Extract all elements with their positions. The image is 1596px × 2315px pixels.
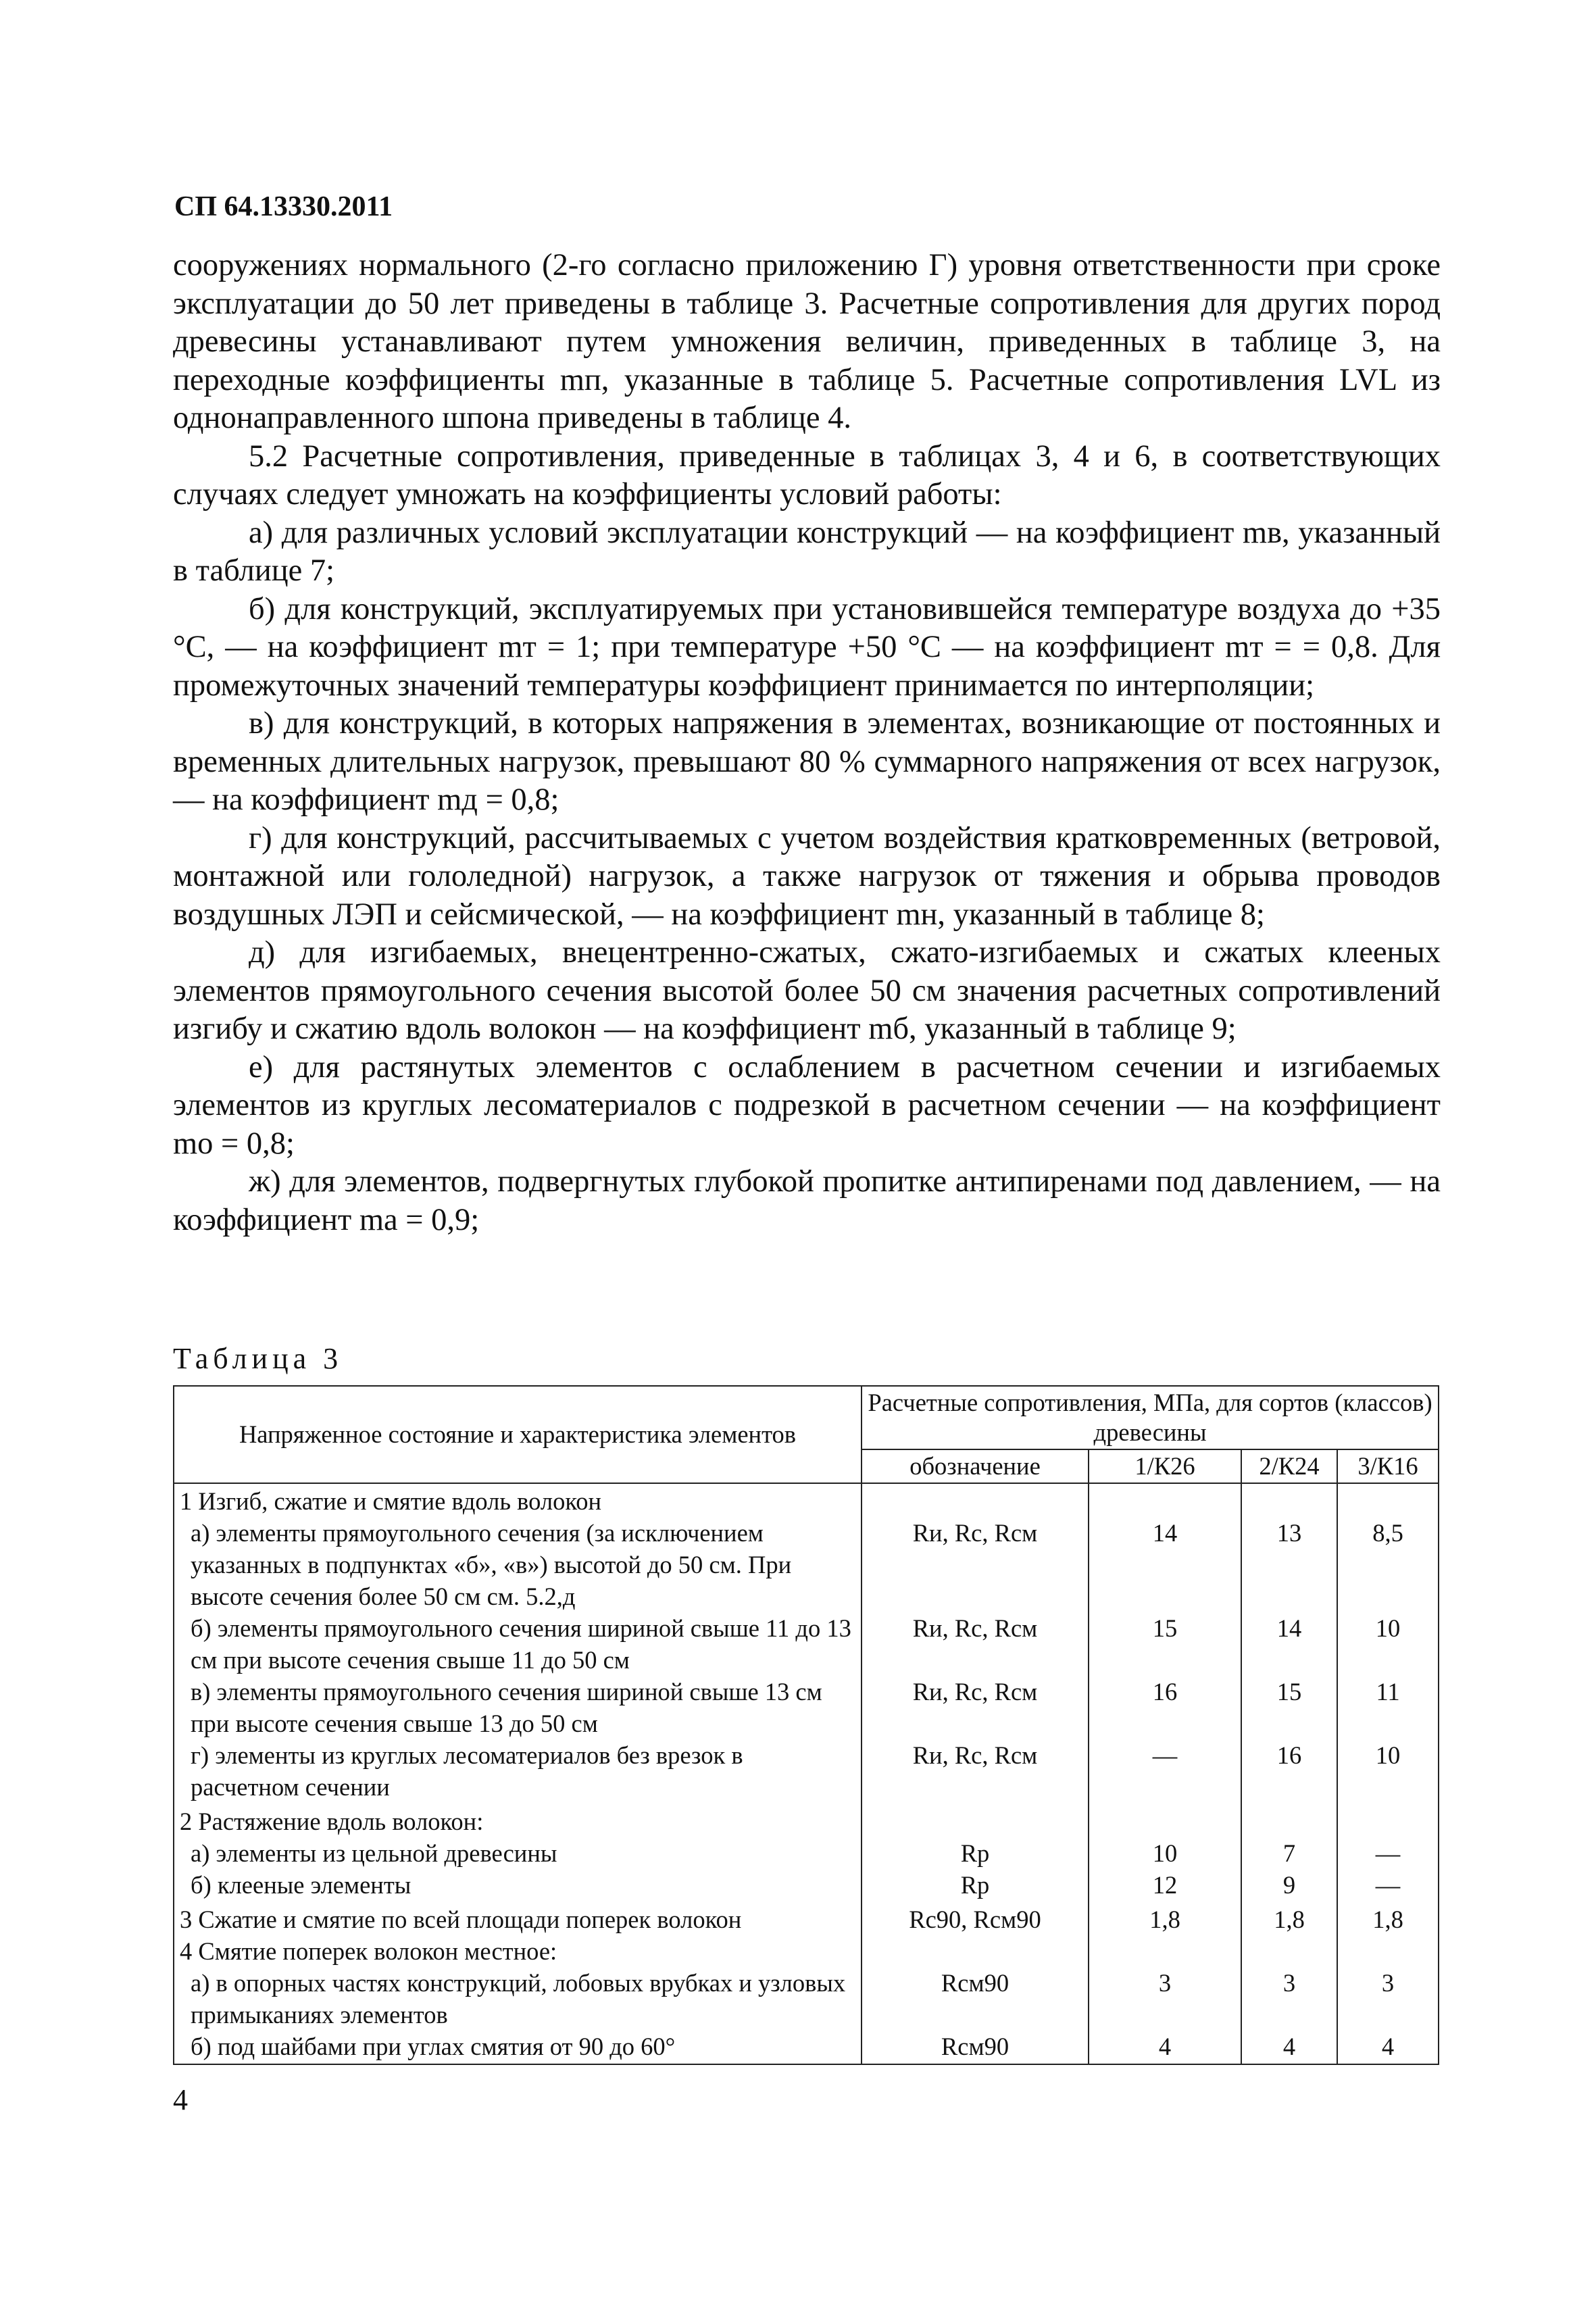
row-value: 16: [1276, 1741, 1302, 1769]
row-designation: Rс90, Rсм90: [909, 1906, 1041, 1933]
paragraph: а) для различных условий эксплуатации конструкций — на коэффициент mв, указанный в таблице 7;: [173, 515, 1441, 588]
table-caption: Таблица 3: [173, 1342, 343, 1375]
row-value: 4: [1381, 2033, 1395, 2060]
row-value: 7: [1282, 1839, 1296, 1867]
table-body: [174, 1483, 1439, 2064]
body-text: [173, 247, 1441, 1239]
row-value: 13: [1276, 1519, 1302, 1547]
row-value: 14: [1152, 1519, 1178, 1547]
table-header-grade-3: 3/К16: [1337, 1449, 1439, 1483]
row-value: [1095, 1485, 1235, 1517]
row-designation: Rи, Rс, Rсм: [912, 1614, 1038, 1642]
row-description: а) элементы прямоугольного сечения (за исключением указанных в подпунктах «б», «в») высотой до 50 см. При высоте сечения более 50 см см. 5.2,д: [191, 1519, 792, 1610]
row-value: —: [1375, 1871, 1401, 1899]
row-value: 3: [1282, 1969, 1296, 1997]
value-cell-grade-1: [1089, 1804, 1241, 1902]
value-cell-grade-1: [1089, 1483, 1241, 1804]
table-header-group: Расчетные сопротивления, МПа, для сортов (классов) древесины: [862, 1386, 1439, 1449]
description-cell: [174, 1902, 862, 2064]
document-code: СП 64.13330.2011: [174, 191, 393, 222]
value-cell-grade-3: [1337, 1902, 1439, 2064]
row-designation: Rи, Rс, Rсм: [912, 1678, 1038, 1706]
row-description: а) элементы из цельной древесины: [191, 1839, 557, 1867]
row-description: г) элементы из круглых лесоматериалов без врезок в расчетном сечении: [191, 1741, 743, 1801]
designation-cell: [862, 1902, 1089, 2064]
paragraph: г) для конструкций, рассчитываемых с учетом воздействия кратковременных (ветровой, монтажной или гололедной) нагрузок, а также нагрузок от тяжения и обрыва проводов воздушных ЛЭП и сейсмической, — на коэффициент mн, указанный в таблице 8;: [173, 820, 1441, 932]
row-value: [1343, 1935, 1432, 1967]
designation-cell: [862, 1483, 1089, 1804]
row-value: [1343, 1485, 1432, 1517]
row-value: [1247, 1806, 1331, 1837]
paragraph: сооружениях нормального (2-го согласно приложению Г) уровня ответственности при сроке эксплуатации до 50 лет приведены в таблице 3. Расчетные сопротивления для других пород древесины устанавливают путем умножения величин, приведенных в таблице 3, на переходные коэффициенты mп, указанные в таблице 5. Расчетные сопротивления LVL из однонаправленного шпона приведены в таблице 4.: [173, 248, 1441, 435]
row-designation: [868, 1935, 1082, 1967]
row-value: 4: [1158, 2033, 1172, 2060]
table-header-designation: обозначение: [862, 1449, 1089, 1483]
row-value: 8,5: [1372, 1519, 1403, 1547]
table-header-state: Напряженное состояние и характеристика элементов: [174, 1386, 862, 1483]
row-designation: Rр: [960, 1871, 990, 1899]
row-value: 3: [1158, 1969, 1172, 1997]
row-value: 16: [1152, 1678, 1178, 1706]
value-cell-grade-2: [1241, 1902, 1337, 2064]
row-value: —: [1152, 1741, 1178, 1769]
row-description: а) в опорных частях конструкций, лобовых врубках и узловых примыканиях элементов: [191, 1969, 846, 2028]
row-description: 4 Смятие поперек волокон местное:: [180, 1937, 557, 1965]
row-value: [1095, 1806, 1235, 1837]
row-designation: [868, 1485, 1082, 1517]
value-cell-grade-3: [1337, 1804, 1439, 1902]
row-description: 3 Сжатие и смятие по всей площади поперек волокон: [180, 1906, 742, 1933]
row-value: 1,8: [1274, 1906, 1305, 1933]
value-cell-grade-2: [1241, 1483, 1337, 1804]
row-value: 3: [1381, 1969, 1395, 1997]
row-value: 15: [1152, 1614, 1178, 1642]
value-cell-grade-1: [1089, 1902, 1241, 2064]
table-row: [174, 1902, 1439, 2064]
row-value: [1247, 1485, 1331, 1517]
row-value: 1,8: [1372, 1906, 1403, 1933]
table-row: [174, 1804, 1439, 1902]
value-cell-grade-2: [1241, 1804, 1337, 1902]
table-header-grade-1: 1/К26: [1089, 1449, 1241, 1483]
row-designation: Rсм90: [941, 2033, 1009, 2060]
paragraph: в) для конструкций, в которых напряжения в элементах, возникающие от постоянных и временных длительных нагрузок, превышают 80 % суммарного напряжения от всех нагрузок, — на коэффициент mд = 0,8;: [173, 706, 1441, 817]
table-3: [173, 1385, 1439, 2065]
description-cell: [174, 1804, 862, 1902]
row-description: 1 Изгиб, сжатие и смятие вдоль волокон: [180, 1487, 602, 1515]
row-description: б) под шайбами при углах смятия от 90 до 60°: [191, 2033, 676, 2060]
paragraph: е) для растянутых элементов с ослаблением в расчетном сечении и изгибаемых элементов из круглых лесоматериалов с подрезкой в расчетном сечении — на коэффициент mо = 0,8;: [173, 1049, 1441, 1161]
row-value: 9: [1282, 1871, 1296, 1899]
row-value: 12: [1152, 1871, 1178, 1899]
row-designation: Rи, Rс, Rсм: [912, 1519, 1038, 1547]
row-description: б) клееные элементы: [191, 1871, 412, 1899]
paragraph: 5.2 Расчетные сопротивления, приведенные в таблицах 3, 4 и 6, в соответствующих случаях следует умножать на коэффициенты условий работы:: [173, 439, 1441, 512]
row-designation: Rр: [960, 1839, 990, 1867]
row-designation: Rи, Rс, Rсм: [912, 1741, 1038, 1769]
row-value: [1247, 1935, 1331, 1967]
row-value: 10: [1152, 1839, 1178, 1867]
row-value: 11: [1376, 1678, 1400, 1706]
paragraph: б) для конструкций, эксплуатируемых при установившейся температуре воздуха до +35 °С, — на коэффициент mт = 1; при температуре +50 °С — на коэффициент mт = = 0,8. Для промежуточных значений температуры коэффициент принимается по интерполяции;: [173, 591, 1441, 703]
page-number: 4: [173, 2083, 188, 2116]
row-value: 10: [1375, 1614, 1401, 1642]
row-value: 1,8: [1149, 1906, 1180, 1933]
row-designation: Rсм90: [941, 1969, 1009, 1997]
row-value: 14: [1276, 1614, 1302, 1642]
row-description: в) элементы прямоугольного сечения шириной свыше 13 см при высоте сечения свыше 13 до 50 см: [191, 1678, 822, 1737]
table-row: [174, 1483, 1439, 1804]
row-value: 10: [1375, 1741, 1401, 1769]
description-cell: [174, 1483, 862, 1804]
paragraph: ж) для элементов, подвергнутых глубокой пропитке антипиренами под давлением, — на коэффициент mа = 0,9;: [173, 1164, 1441, 1237]
paragraph: д) для изгибаемых, внецентренно-сжатых, сжато-изгибаемых и сжатых клееных элементов прямоугольного сечения высотой более 50 см значения расчетных сопротивлений изгибу и сжатию вдоль волокон — на коэффициент mб, указанный в таблице 9;: [173, 935, 1441, 1046]
row-description: б) элементы прямоугольного сечения шириной свыше 11 до 13 см при высоте сечения свыше 11 до 50 см: [191, 1614, 851, 1674]
row-value: 4: [1282, 2033, 1296, 2060]
table-header-grade-2: 2/К24: [1241, 1449, 1337, 1483]
row-designation: [868, 1806, 1082, 1837]
row-value: [1095, 1935, 1235, 1967]
row-value: —: [1375, 1839, 1401, 1867]
row-value: 15: [1276, 1678, 1302, 1706]
value-cell-grade-3: [1337, 1483, 1439, 1804]
row-description: 2 Растяжение вдоль волокон:: [180, 1808, 484, 1835]
designation-cell: [862, 1804, 1089, 1902]
row-value: [1343, 1806, 1432, 1837]
